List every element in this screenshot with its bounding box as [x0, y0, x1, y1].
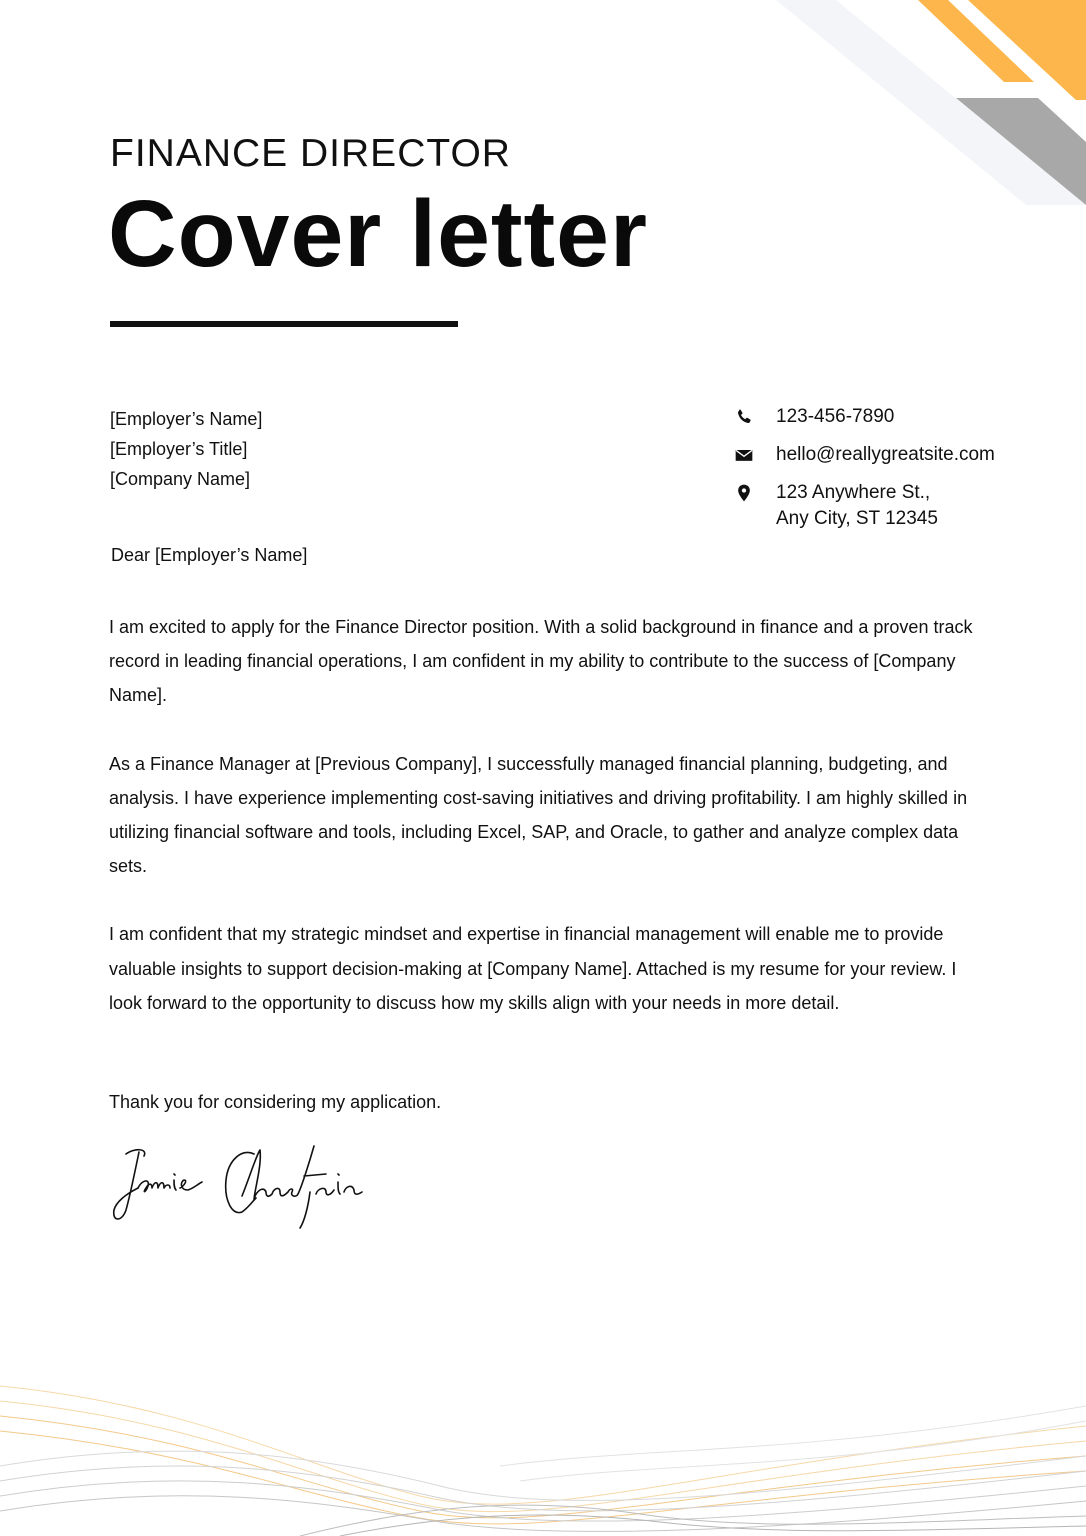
- address-line-2: Any City, ST 12345: [776, 508, 938, 529]
- title-divider: [110, 321, 458, 327]
- page-title: Cover letter: [108, 181, 648, 287]
- contact-phone: [734, 404, 995, 430]
- phone-number[interactable]: 123-456-7890: [776, 406, 895, 427]
- recipient-title: [Employer’s Title]: [110, 439, 248, 459]
- wave-decoration: [0, 1346, 1086, 1536]
- body-paragraph-2: As a Finance Manager at [Previous Company], I successfully managed financial planning, budgeting, and analysis. I have experience implementing cost-saving initiatives and driving profitability. I am highly skilled in utilizing financial software and tools, including Excel, SAP, and Oracle, to gather and analyze complex data sets.: [109, 753, 968, 877]
- contact-block: [734, 404, 995, 544]
- address: [776, 480, 938, 532]
- contact-address: [734, 480, 995, 532]
- mail-icon: [734, 445, 754, 465]
- letter-body: [109, 610, 989, 1054]
- recipient-company: [Company Name]: [110, 469, 251, 489]
- recipient-name: [Employer’s Name]: [110, 409, 263, 429]
- body-paragraph-3: I am confident that my strategic mindset and expertise in financial management will enable me to provide valuable insights to support decision-making at [Company Name]. Attached is my resume for your review. I look forward to the opportunity to discuss how my skills align with your needs in more detail.: [109, 924, 957, 1013]
- email-address[interactable]: hello@reallygreatsite.com: [776, 444, 995, 465]
- recipient-block: [110, 404, 262, 494]
- body-paragraph-1: I am excited to apply for the Finance Director position. With a solid background in finance and a proven track record in leading financial operations, I am confident in my ability to contribute to the success of [Company Name].: [109, 617, 973, 706]
- contact-email: [734, 442, 995, 468]
- location-pin-icon: [734, 483, 754, 503]
- phone-icon: [734, 407, 754, 427]
- closing-line: Thank you for considering my application.: [109, 1092, 442, 1112]
- salutation: Dear [Employer’s Name]: [111, 545, 308, 565]
- address-line-1: 123 Anywhere St.,: [776, 482, 931, 503]
- subtitle: FINANCE DIRECTOR: [110, 132, 511, 175]
- corner-decoration: [776, 0, 1086, 210]
- signature: [104, 1136, 384, 1231]
